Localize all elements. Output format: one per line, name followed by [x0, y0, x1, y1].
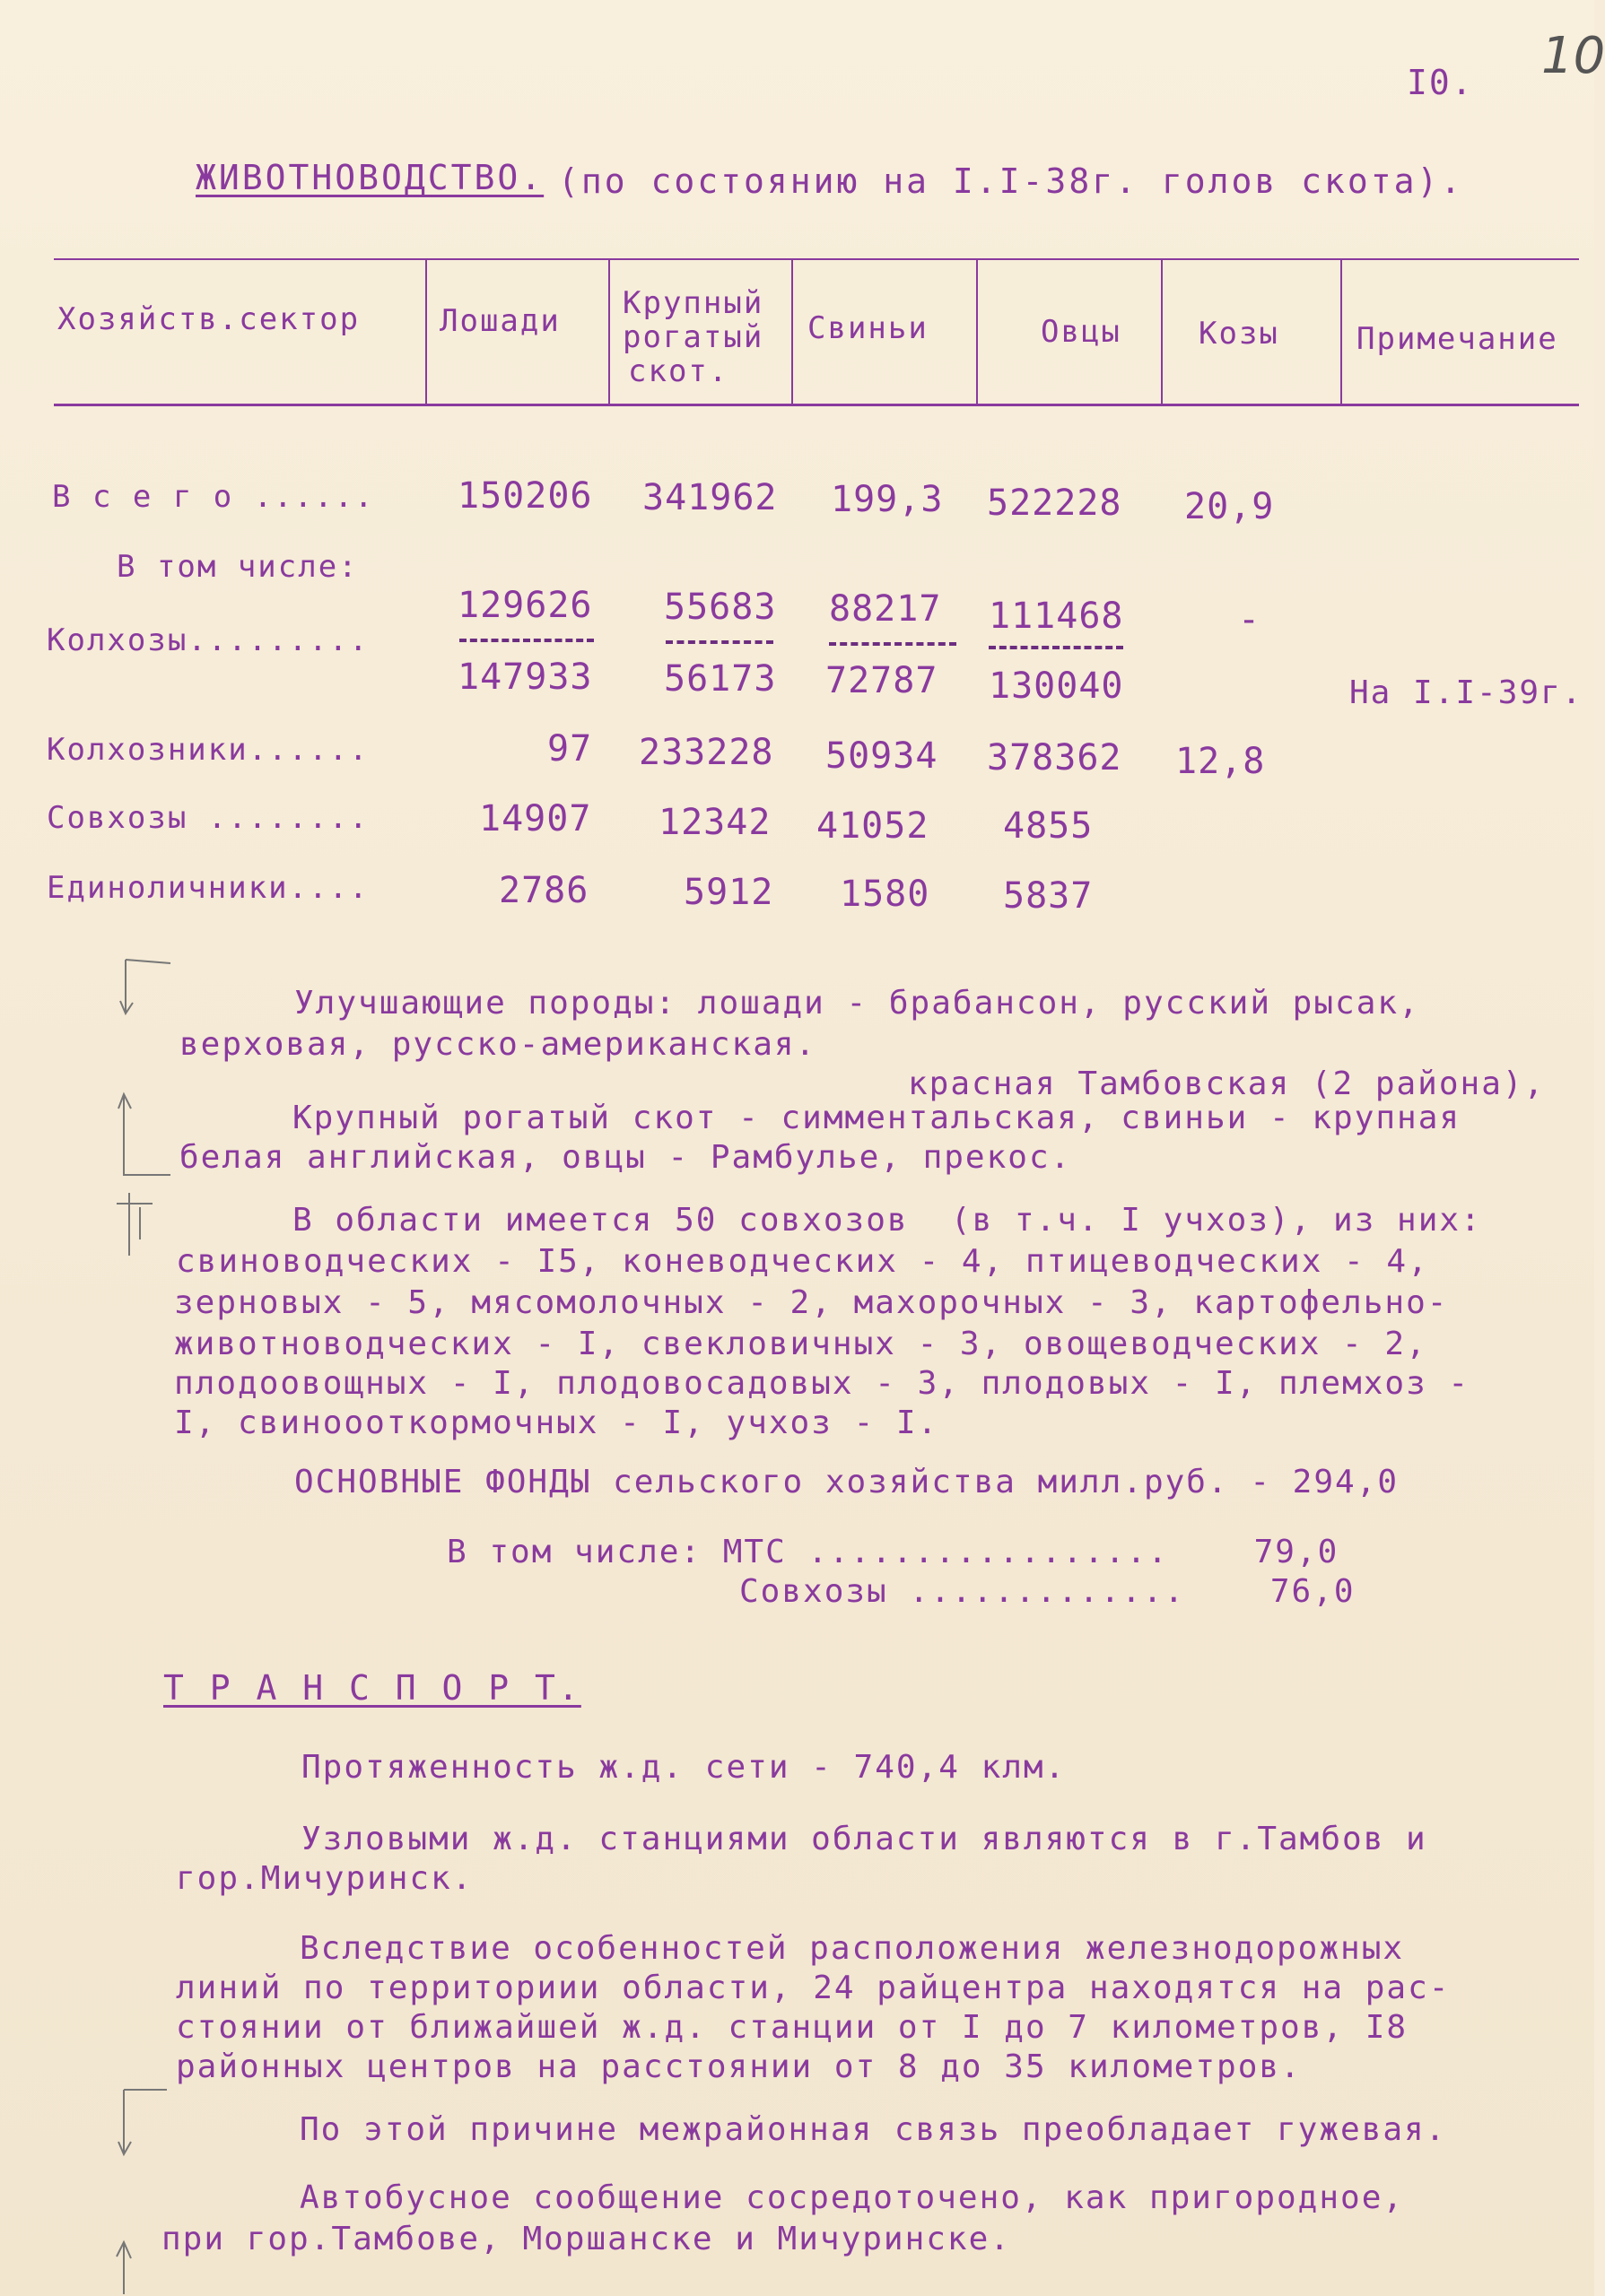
header-cattle-line1: Крупный: [623, 285, 764, 321]
transport-p3-line-2: линий по территориии области, 24 райцентра находятся на рас-: [176, 1970, 1451, 2006]
row-kolkhozniki-sheep: 378362: [987, 737, 1122, 778]
header-cattle-line2: рогатый: [623, 319, 764, 355]
row-kolkhozniki-pigs: 50934: [825, 735, 938, 777]
row-kolkhoz-sheep: 111468: [989, 596, 1124, 637]
transport-p3-line-3: стоянии от ближайшей ж.д. станции от I до 7 километров, I8: [176, 2009, 1409, 2046]
row-kolkhoz-horses: 129626: [458, 585, 593, 626]
table-col-divider-6: [1340, 260, 1342, 404]
header-horses: Лошади: [440, 303, 561, 339]
fraction-line-cattle: [666, 640, 773, 644]
table-col-divider-3: [791, 260, 793, 404]
breeds-line-3: красная Тамбовская (2 района),: [908, 1065, 1546, 1102]
breeds-line-1: Улучшающие породы: лошади - брабансон, русский рысак,: [294, 985, 1420, 1022]
row-individual-horses: 2786: [499, 870, 589, 911]
row-kolkhoz-sheep-2: 130040: [989, 665, 1124, 707]
table-header-bottom-border: [54, 404, 1579, 406]
row-sovkhoz-label: Совхозы ........: [47, 800, 370, 836]
row-sovkhoz-sheep: 4855: [1003, 805, 1094, 847]
table-col-divider-1: [425, 260, 427, 404]
table-top-border: [54, 258, 1579, 260]
fraction-line-horses: [459, 639, 594, 642]
sovkhoz-line-3: зерновых - 5, мясомолочных - 2, махорочных - 3, картофельно-: [174, 1284, 1449, 1321]
sovkhoz-line-6: I, свиноооткормочных - I, учхоз - I.: [174, 1405, 939, 1441]
sovkhoz-line-2: свиноводческих - I5, коневодческих - 4, птицеводческих - 4,: [176, 1243, 1429, 1280]
breeds-line-4: Крупный рогатый скот - симментальская, свиньи - крупная: [292, 1100, 1461, 1136]
row-kolkhozniki-cattle: 233228: [639, 732, 774, 773]
row-kolkhoz-cattle-2: 56173: [664, 658, 777, 700]
row-individual-label: Единоличники....: [47, 870, 370, 906]
breeds-line-5: белая английская, овцы - Рамбулье, прекос.: [179, 1139, 1072, 1176]
row-kolkhozniki-horses: 97: [547, 728, 593, 770]
header-pigs: Свиньи: [807, 310, 929, 346]
sovkhoz-line-1: В области имеется 50 совхозов (в т.ч. I учхоз), из них:: [292, 1202, 1482, 1239]
row-kolkhoz-label: Колхозы.........: [47, 622, 370, 658]
row-total-horses: 150206: [458, 475, 593, 517]
funds-line-2: В том числе: МТС ................. 79,0: [447, 1534, 1339, 1570]
row-kolkhoz-pigs: 88217: [829, 588, 942, 630]
row-total-sheep: 522228: [987, 483, 1122, 524]
funds-line-1: ОСНОВНЫЕ ФОНДЫ сельского хозяйства милл.руб. - 294,0: [294, 1464, 1400, 1500]
row-kolkhoz-cattle: 55683: [664, 587, 777, 628]
row-total-cattle: 341962: [642, 477, 778, 518]
row-total-goats: 20,9: [1184, 486, 1275, 527]
table-col-divider-2: [608, 260, 610, 404]
row-kolkhoz-pigs-2: 72787: [825, 660, 938, 701]
row-individual-sheep: 5837: [1003, 875, 1094, 917]
row-sovkhoz-cattle: 12342: [659, 802, 772, 843]
section-title-livestock: ЖИВОТНОВОДСТВО.: [196, 158, 545, 197]
breeds-line-2: верховая, русско-американская.: [179, 1026, 817, 1063]
section-title-transport: Т Р А Н С П О Р Т.: [163, 1668, 581, 1708]
row-kolkhoz-horses-2: 147933: [458, 657, 593, 698]
sovkhoz-line-5: плодоовощных - I, плодовосадовых - 3, плодовых - I, племхоз -: [174, 1365, 1470, 1402]
fraction-line-pigs: [829, 642, 956, 646]
row-sovkhoz-pigs: 41052: [816, 805, 929, 847]
transport-p5-line-1: Автобусное сообщение сосредоточено, как пригородное,: [300, 2179, 1405, 2216]
transport-p1: Протяженность ж.д. сети - 740,4 клм.: [301, 1749, 1067, 1786]
row-total-label: В с е г о ......: [52, 479, 375, 515]
row-kolkhoz-goats: -: [1238, 599, 1261, 640]
row-kolkhozniki-label: Колхозники......: [47, 732, 370, 768]
transport-p2-line-1: Узловыми ж.д. станциями области являются в г.Тамбов и: [301, 1821, 1427, 1857]
header-goats: Козы: [1199, 316, 1279, 352]
table-col-divider-5: [1161, 260, 1163, 404]
pencil-page-number: 10: [1541, 27, 1605, 85]
transport-p5-line-2: при гор.Тамбове, Моршанске и Мичуринске.: [161, 2221, 1011, 2257]
page-number: I0.: [1407, 63, 1474, 102]
header-cattle-line3: скот.: [628, 353, 729, 389]
header-sheep: Овцы: [1041, 314, 1121, 350]
header-note: Примечание: [1356, 321, 1558, 357]
sovkhoz-line-4: животноводческих - I, свекловичных - 3, овощеводческих - 2,: [174, 1326, 1427, 1362]
row-total-pigs: 199,3: [831, 479, 944, 520]
row-individual-pigs: 1580: [840, 874, 930, 915]
row-sovkhoz-horses: 14907: [479, 798, 592, 839]
funds-line-3: Совхозы ............. 76,0: [739, 1573, 1356, 1610]
transport-p4: По этой причине межрайонная связь преобладает гужевая.: [300, 2111, 1447, 2148]
row-kolkhozniki-goats: 12,8: [1175, 741, 1266, 782]
header-sector: Хозяйств.сектор: [57, 301, 361, 337]
section-subtitle: (по состоянию на I.I-38г. голов скота).: [558, 161, 1464, 201]
transport-p3-line-4: районных центров на расстоянии от 8 до 35 километров.: [176, 2048, 1302, 2085]
row-kolkhoz-note: На I.I-39г.: [1349, 674, 1583, 711]
table-col-divider-4: [976, 260, 978, 404]
fraction-line-sheep: [989, 646, 1123, 649]
row-including-label: В том числе:: [117, 549, 359, 585]
transport-p3-line-1: Вследствие особенностей расположения железнодорожных: [300, 1930, 1405, 1967]
row-individual-cattle: 5912: [684, 872, 774, 913]
transport-p2-line-2: гор.Мичуринск.: [176, 1860, 474, 1897]
